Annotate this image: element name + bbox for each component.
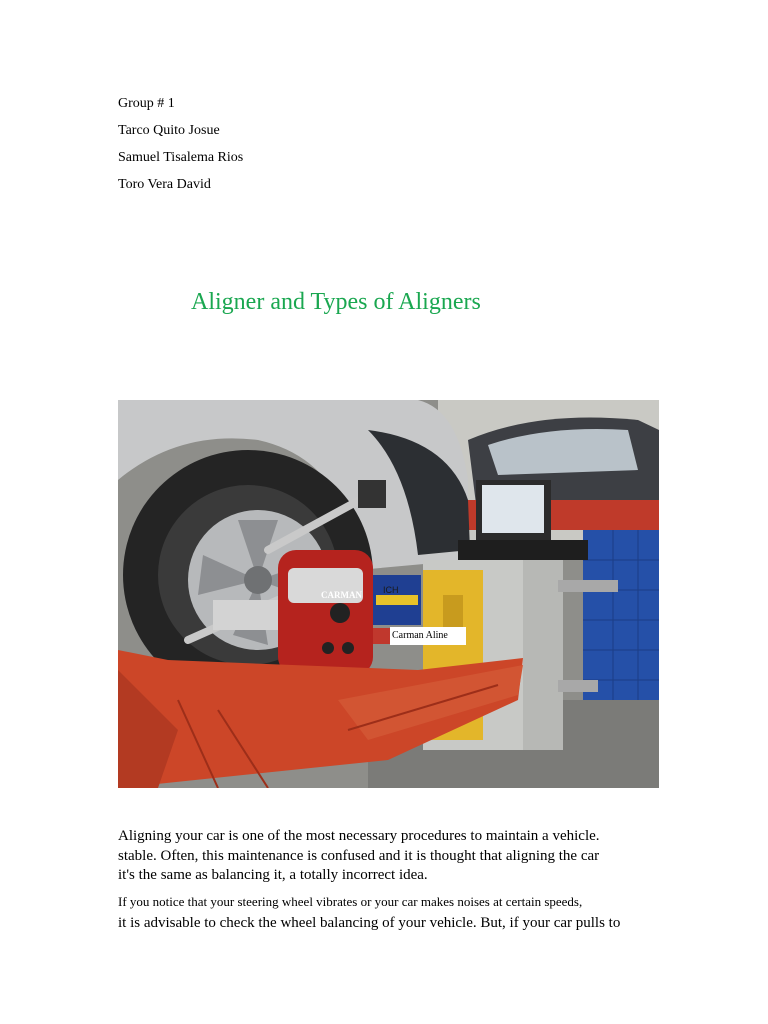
document-title: Aligner and Types of Aligners	[191, 289, 481, 315]
member-name: Toro Vera David	[118, 177, 211, 192]
sign-text: ICH	[383, 585, 399, 595]
member-name: Tarco Quito Josue	[118, 123, 220, 138]
aligner-photo	[118, 400, 659, 788]
body-text-line: Aligning your car is one of the most necessary procedures to maintain a vehicle.	[118, 828, 600, 844]
photo-label: Carman Aline	[390, 627, 466, 645]
body-text-line: it's the same as balancing it, a totally incorrect idea.	[118, 867, 428, 883]
group-label: Group # 1	[118, 96, 175, 111]
body-text-line: it is advisable to check the wheel balancing of your vehicle. But, if your car pulls to	[118, 915, 621, 931]
member-name: Samuel Tisalema Rios	[118, 150, 244, 165]
body-text-line: stable. Often, this maintenance is confused and it is thought that aligning the car	[118, 848, 600, 864]
aligner-brand-text: CARMAN	[321, 590, 362, 600]
body-text-line: If you notice that your steering wheel vibrates or your car makes noises at certain speeds,	[118, 894, 583, 909]
